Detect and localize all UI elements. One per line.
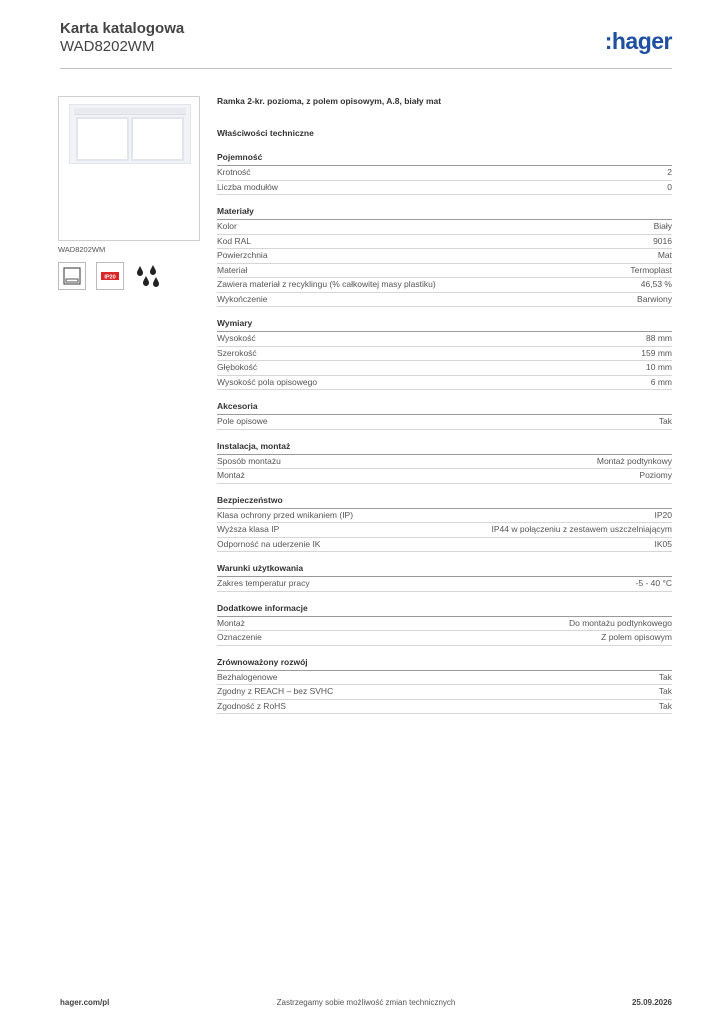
spec-row bbox=[217, 278, 672, 293]
spec-row bbox=[217, 235, 672, 250]
section-title: Bezpieczeństwo bbox=[217, 495, 672, 509]
spec-label: Montaż bbox=[217, 470, 245, 480]
spec-row bbox=[217, 671, 672, 686]
spec-label: Materiał bbox=[217, 264, 248, 275]
spec-section bbox=[217, 657, 672, 715]
spec-label: Klasa ochrony przed wnikaniem (IP) bbox=[217, 509, 354, 520]
spec-value: 2 bbox=[667, 167, 672, 177]
spec-value: Barwiony bbox=[637, 293, 672, 304]
spec-label: Powierzchnia bbox=[217, 250, 268, 260]
spec-row bbox=[217, 332, 672, 347]
spec-row bbox=[217, 293, 672, 308]
spec-label: Bezhalogenowe bbox=[217, 671, 278, 682]
spec-label: Kolor bbox=[217, 221, 237, 231]
spec-label: Wysokość pola opisowego bbox=[217, 376, 318, 387]
spec-value: Mat bbox=[657, 250, 672, 260]
spec-value: Tak bbox=[658, 700, 672, 711]
footer-date: 25.09.2026 bbox=[631, 998, 672, 1007]
spec-row bbox=[217, 376, 672, 391]
header-divider bbox=[60, 68, 672, 69]
spec-value: Z polem opisowym bbox=[601, 632, 672, 642]
spec-row bbox=[217, 577, 672, 592]
spec-value: 6 mm bbox=[650, 376, 672, 387]
tech-props-heading: Właściwości techniczne bbox=[217, 128, 314, 138]
spec-row bbox=[217, 700, 672, 715]
spec-value: 46,53 % bbox=[640, 279, 672, 289]
spec-section bbox=[217, 563, 672, 592]
ip20-badge-icon bbox=[96, 262, 124, 290]
product-panel bbox=[58, 96, 202, 290]
spec-label: Liczba modułów bbox=[217, 181, 278, 192]
spec-label: Sposób montażu bbox=[217, 455, 281, 466]
spec-label: Wykończenie bbox=[217, 293, 268, 304]
spec-label: Wyższa klasa IP bbox=[217, 524, 280, 534]
spec-panel bbox=[217, 96, 672, 725]
spec-label: Zakres temperatur pracy bbox=[217, 578, 310, 588]
spec-row bbox=[217, 509, 672, 524]
spec-value: 88 mm bbox=[646, 333, 672, 343]
spec-row bbox=[217, 249, 672, 264]
footer-website-link[interactable]: hager.com/pl bbox=[60, 998, 110, 1007]
section-title: Warunki użytkowania bbox=[217, 563, 672, 577]
section-title: Akcesoria bbox=[217, 401, 672, 415]
page-header bbox=[60, 20, 672, 68]
spec-label: Oznaczenie bbox=[217, 632, 262, 642]
spec-section bbox=[217, 152, 672, 195]
spec-value: Tak bbox=[658, 671, 672, 682]
spec-value: Tak bbox=[658, 416, 672, 426]
section-title: Zrównoważony rozwój bbox=[217, 657, 672, 671]
section-title: Pojemność bbox=[217, 152, 672, 166]
svg-text:IP20: IP20 bbox=[104, 274, 116, 281]
spec-section bbox=[217, 603, 672, 646]
spec-label: Wysokość bbox=[217, 333, 256, 343]
image-caption: WAD8202WM bbox=[58, 245, 106, 254]
spec-value: 159 mm bbox=[641, 347, 672, 358]
spec-label: Zgodny z REACH – bez SVHC bbox=[217, 686, 334, 696]
spec-label: Zgodność z RoHS bbox=[217, 700, 286, 711]
spec-label: Pole opisowe bbox=[217, 416, 268, 426]
spec-value: 10 mm bbox=[646, 362, 672, 372]
spec-row bbox=[217, 361, 672, 376]
spec-value: IP20 bbox=[654, 509, 672, 520]
section-title: Wymiary bbox=[217, 318, 672, 332]
spec-label: Kod RAL bbox=[217, 235, 252, 246]
spec-label: Głębokość bbox=[217, 362, 258, 372]
spec-row bbox=[217, 455, 672, 470]
spec-label: Szerokość bbox=[217, 347, 257, 358]
spec-row bbox=[217, 166, 672, 181]
product-code: WAD8202WM bbox=[60, 38, 155, 55]
spec-value: Montaż podtynkowy bbox=[596, 455, 672, 466]
spec-row bbox=[217, 617, 672, 632]
spec-value: 0 bbox=[667, 181, 672, 192]
spec-section bbox=[217, 401, 672, 430]
spec-section bbox=[217, 441, 672, 484]
product-image bbox=[58, 96, 200, 241]
spec-section bbox=[217, 495, 672, 553]
spec-row bbox=[217, 220, 672, 235]
spec-label: Zawiera materiał z recyklingu (% całkowitej masy plastiku) bbox=[217, 279, 436, 289]
spec-label: Krotność bbox=[217, 167, 251, 177]
spec-section bbox=[217, 318, 672, 390]
section-title: Materiały bbox=[217, 206, 672, 220]
section-title: Instalacja, montaż bbox=[217, 441, 672, 455]
spec-row bbox=[217, 181, 672, 196]
hager-logo[interactable]: :hager bbox=[604, 28, 672, 54]
spec-label: Odporność na uderzenie IK bbox=[217, 538, 321, 549]
spec-value: 9016 bbox=[653, 235, 672, 246]
document-title: Karta katalogowa bbox=[60, 20, 185, 37]
spec-value: IK05 bbox=[654, 538, 672, 549]
product-description: Ramka 2-kr. pozioma, z polem opisowym, A.8, biały mat bbox=[217, 96, 442, 106]
spec-row bbox=[217, 523, 672, 538]
section-title: Dodatkowe informacje bbox=[217, 603, 672, 617]
spec-row bbox=[217, 631, 672, 646]
footer-disclaimer: Zastrzegamy sobie możliwość zmian technicznych bbox=[276, 998, 456, 1007]
spec-value: IP44 w połączeniu z zestawem uszczelniającym bbox=[491, 524, 672, 534]
spec-row bbox=[217, 685, 672, 700]
spec-label: Montaż bbox=[217, 617, 245, 628]
spec-sections bbox=[217, 152, 672, 714]
spec-row bbox=[217, 469, 672, 484]
spec-section bbox=[217, 206, 672, 307]
spec-row bbox=[217, 264, 672, 279]
product-icons bbox=[58, 262, 202, 290]
spec-row bbox=[217, 538, 672, 553]
spec-value: Biały bbox=[653, 221, 672, 231]
spec-value: Poziomy bbox=[639, 470, 672, 480]
spec-value: Do montażu podtynkowego bbox=[568, 617, 672, 628]
product-frame-icon bbox=[58, 262, 86, 290]
spec-row bbox=[217, 415, 672, 430]
spec-value: Tak bbox=[658, 686, 672, 696]
water-drops-icon bbox=[134, 262, 160, 288]
spec-value: -5 - 40 °C bbox=[635, 578, 672, 588]
spec-row bbox=[217, 347, 672, 362]
spec-value: Termoplast bbox=[630, 264, 672, 275]
